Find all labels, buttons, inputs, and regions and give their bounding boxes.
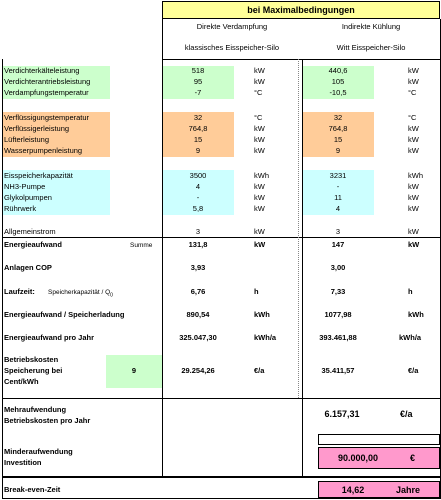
row-label: Eisspeicherkapazität (4, 171, 73, 180)
energie-jahr-u2: kWh/a (399, 333, 422, 342)
row-value-col2: 3231 (329, 171, 347, 180)
betriebskosten-label-line1: Betriebskosten (4, 355, 59, 364)
grid-line (162, 59, 163, 477)
grid-line (2, 59, 3, 499)
betriebskosten-label-line3: Cent/kWh (4, 377, 39, 386)
row-unit-col1: kW (254, 66, 265, 75)
row-unit-col2: kW (408, 204, 419, 213)
row-label: Allgemeinstrom (4, 227, 56, 236)
energieaufwand-v2: 147 (331, 240, 345, 249)
laufzeit-v1: 6,76 (190, 287, 206, 296)
grid-line (298, 59, 299, 398)
cent-value: 9 (131, 366, 137, 375)
row-value-col1: 95 (193, 77, 203, 86)
energie-speicher-u1: kWh (254, 310, 270, 319)
row-value-col1: 15 (193, 135, 203, 144)
anlagen-cop-v2: 3,00 (330, 263, 346, 272)
row-unit-col1: kW (254, 124, 265, 133)
row-unit-col1: °C (254, 113, 263, 122)
minderaufwendung-value: 90.000,00 (337, 453, 379, 463)
empty-result-cell (318, 434, 440, 445)
col2-header-line1: Indirekte Kühlung (341, 22, 401, 31)
row-unit-col2: kW (408, 77, 419, 86)
row-unit-col2: °C (408, 113, 417, 122)
row-value-col2: 105 (331, 77, 345, 86)
separator-line (2, 237, 440, 238)
row-unit-col2: kW (408, 182, 419, 191)
row-unit-col2: kW (408, 193, 419, 202)
laufzeit-u1: h (254, 287, 259, 296)
row-label: Verdampfungstemperatur (4, 88, 89, 97)
betriebskosten-u1: €/a (254, 366, 265, 375)
row-unit-col2: kWh (408, 171, 423, 180)
mehraufwendung-label-line1: Mehraufwendung (4, 405, 67, 414)
row-value-col2: 4 (335, 204, 341, 213)
separator-line (2, 398, 440, 399)
row-label: Lüfterleistung (4, 135, 50, 144)
energie-jahr-label: Energieaufwand pro Jahr (4, 333, 95, 342)
row-value-col1: 9 (195, 146, 201, 155)
minderaufwendung-label-line1: Minderaufwendung (4, 447, 73, 456)
betriebskosten-u2: €/a (408, 366, 419, 375)
row-unit-col1: kW (254, 204, 265, 213)
row-value-col1: 764,8 (188, 124, 208, 133)
minderaufwendung-unit: € (410, 453, 416, 463)
row-value-col1: 3500 (189, 171, 207, 180)
row-value-col2: 3 (335, 227, 341, 236)
row-unit-col1: kW (254, 135, 265, 144)
row-unit-col1: °C (254, 88, 263, 97)
row-value-col1: 4 (195, 182, 201, 191)
minderaufwendung-label-line2: Investition (4, 458, 42, 467)
anlagen-cop-label: Anlagen COP (4, 263, 52, 272)
row-label: Verflüssigerleistung (4, 124, 70, 133)
col1-header-line2: klassisches Eisspeicher-Silo (184, 43, 280, 52)
energieaufwand-v1: 131,8 (188, 240, 208, 249)
row-label: Glykolpumpen (4, 193, 52, 202)
separator-line (2, 498, 441, 499)
energieaufwand-label: Energieaufwand (4, 240, 62, 249)
row-label: NH3-Pumpe (4, 182, 46, 191)
row-unit-col1: kWh (254, 171, 269, 180)
col2-header-line2: Witt Eisspeicher-Silo (336, 43, 406, 52)
anlagen-cop-v1: 3,93 (190, 263, 206, 272)
betriebskosten-v1: 29.254,26 (181, 366, 215, 375)
row-unit-col2: kW (408, 124, 419, 133)
energieaufwand-u2: kW (408, 240, 420, 249)
betriebskosten-v2: 35.411,57 (321, 366, 355, 375)
row-label: Verdichterkälteleistung (4, 66, 80, 75)
row-unit-col2: °C (408, 88, 417, 97)
row-value-col1: 5,8 (192, 204, 204, 213)
col1-header-line1: Direkte Verdampfung (196, 22, 268, 31)
row-value-col1: 518 (191, 66, 205, 75)
row-unit-col1: kW (254, 146, 265, 155)
energieaufwand-sum-label: Summe (130, 242, 153, 249)
row-unit-col1: kW (254, 193, 265, 202)
row-value-col2: - (336, 182, 340, 191)
break-even-unit: Jahre (396, 485, 421, 495)
row-value-col2: 32 (333, 113, 343, 122)
mehraufwendung-label-line2: Betriebskosten pro Jahr (4, 416, 91, 425)
row-unit-col1: kW (254, 227, 265, 236)
mehraufwendung-value: 6.157,31 (324, 409, 360, 419)
energie-speicher-v1: 890,54 (186, 310, 210, 319)
row-value-col1: 3 (195, 227, 201, 236)
row-value-col2: 15 (333, 135, 343, 144)
break-even-label: Break-even-Zeit (4, 485, 61, 494)
row-unit-col1: kW (254, 77, 265, 86)
separator-thick-line (2, 476, 440, 478)
grid-line (302, 59, 303, 477)
energie-jahr-v1: 325.047,30 (179, 333, 217, 342)
energieaufwand-u1: kW (254, 240, 266, 249)
row-value-col2: 440,6 (328, 66, 348, 75)
row-unit-col2: kW (408, 66, 419, 75)
laufzeit-sub-label: Speicherkapazität / $Q_0$ (48, 289, 113, 299)
laufzeit-label: Laufzeit: (4, 287, 35, 296)
row-value-col2: 9 (335, 146, 341, 155)
row-label: Verdichterantriebsleistung (4, 77, 91, 86)
laufzeit-u2: h (408, 287, 413, 296)
row-unit-col2: kW (408, 146, 419, 155)
row-value-col2: -10,5 (329, 88, 347, 97)
row-unit-col2: kW (408, 227, 419, 236)
row-unit-col2: kW (408, 135, 419, 144)
row-label: Rührwerk (4, 204, 37, 213)
energie-jahr-v2: 393.461,88 (319, 333, 357, 342)
row-value-col2: 764,8 (328, 124, 348, 133)
betriebskosten-label-line2: Speicherung bei (4, 366, 63, 375)
row-unit-col1: kW (254, 182, 265, 191)
row-value-col1: - (196, 193, 200, 202)
row-value-col2: 11 (334, 193, 342, 202)
break-even-value: 14,62 (341, 485, 365, 495)
row-label: Verflüssigungstemperatur (4, 113, 90, 122)
row-value-col1: -7 (194, 88, 202, 97)
energie-jahr-u1: kWh/a (254, 333, 277, 342)
mehraufwendung-unit: €/a (400, 409, 413, 419)
laufzeit-v2: 7,33 (330, 287, 346, 296)
energie-speicher-v2: 1077,98 (324, 310, 352, 319)
row-value-col1: 32 (193, 113, 203, 122)
energie-speicher-u2: kWh (408, 310, 424, 319)
header-title: bei Maximalbedingungen (247, 5, 355, 15)
row-label: Wasserpumpenleistung (4, 146, 83, 155)
energie-speicher-label: Energieaufwand / Speicherladung (4, 310, 125, 319)
